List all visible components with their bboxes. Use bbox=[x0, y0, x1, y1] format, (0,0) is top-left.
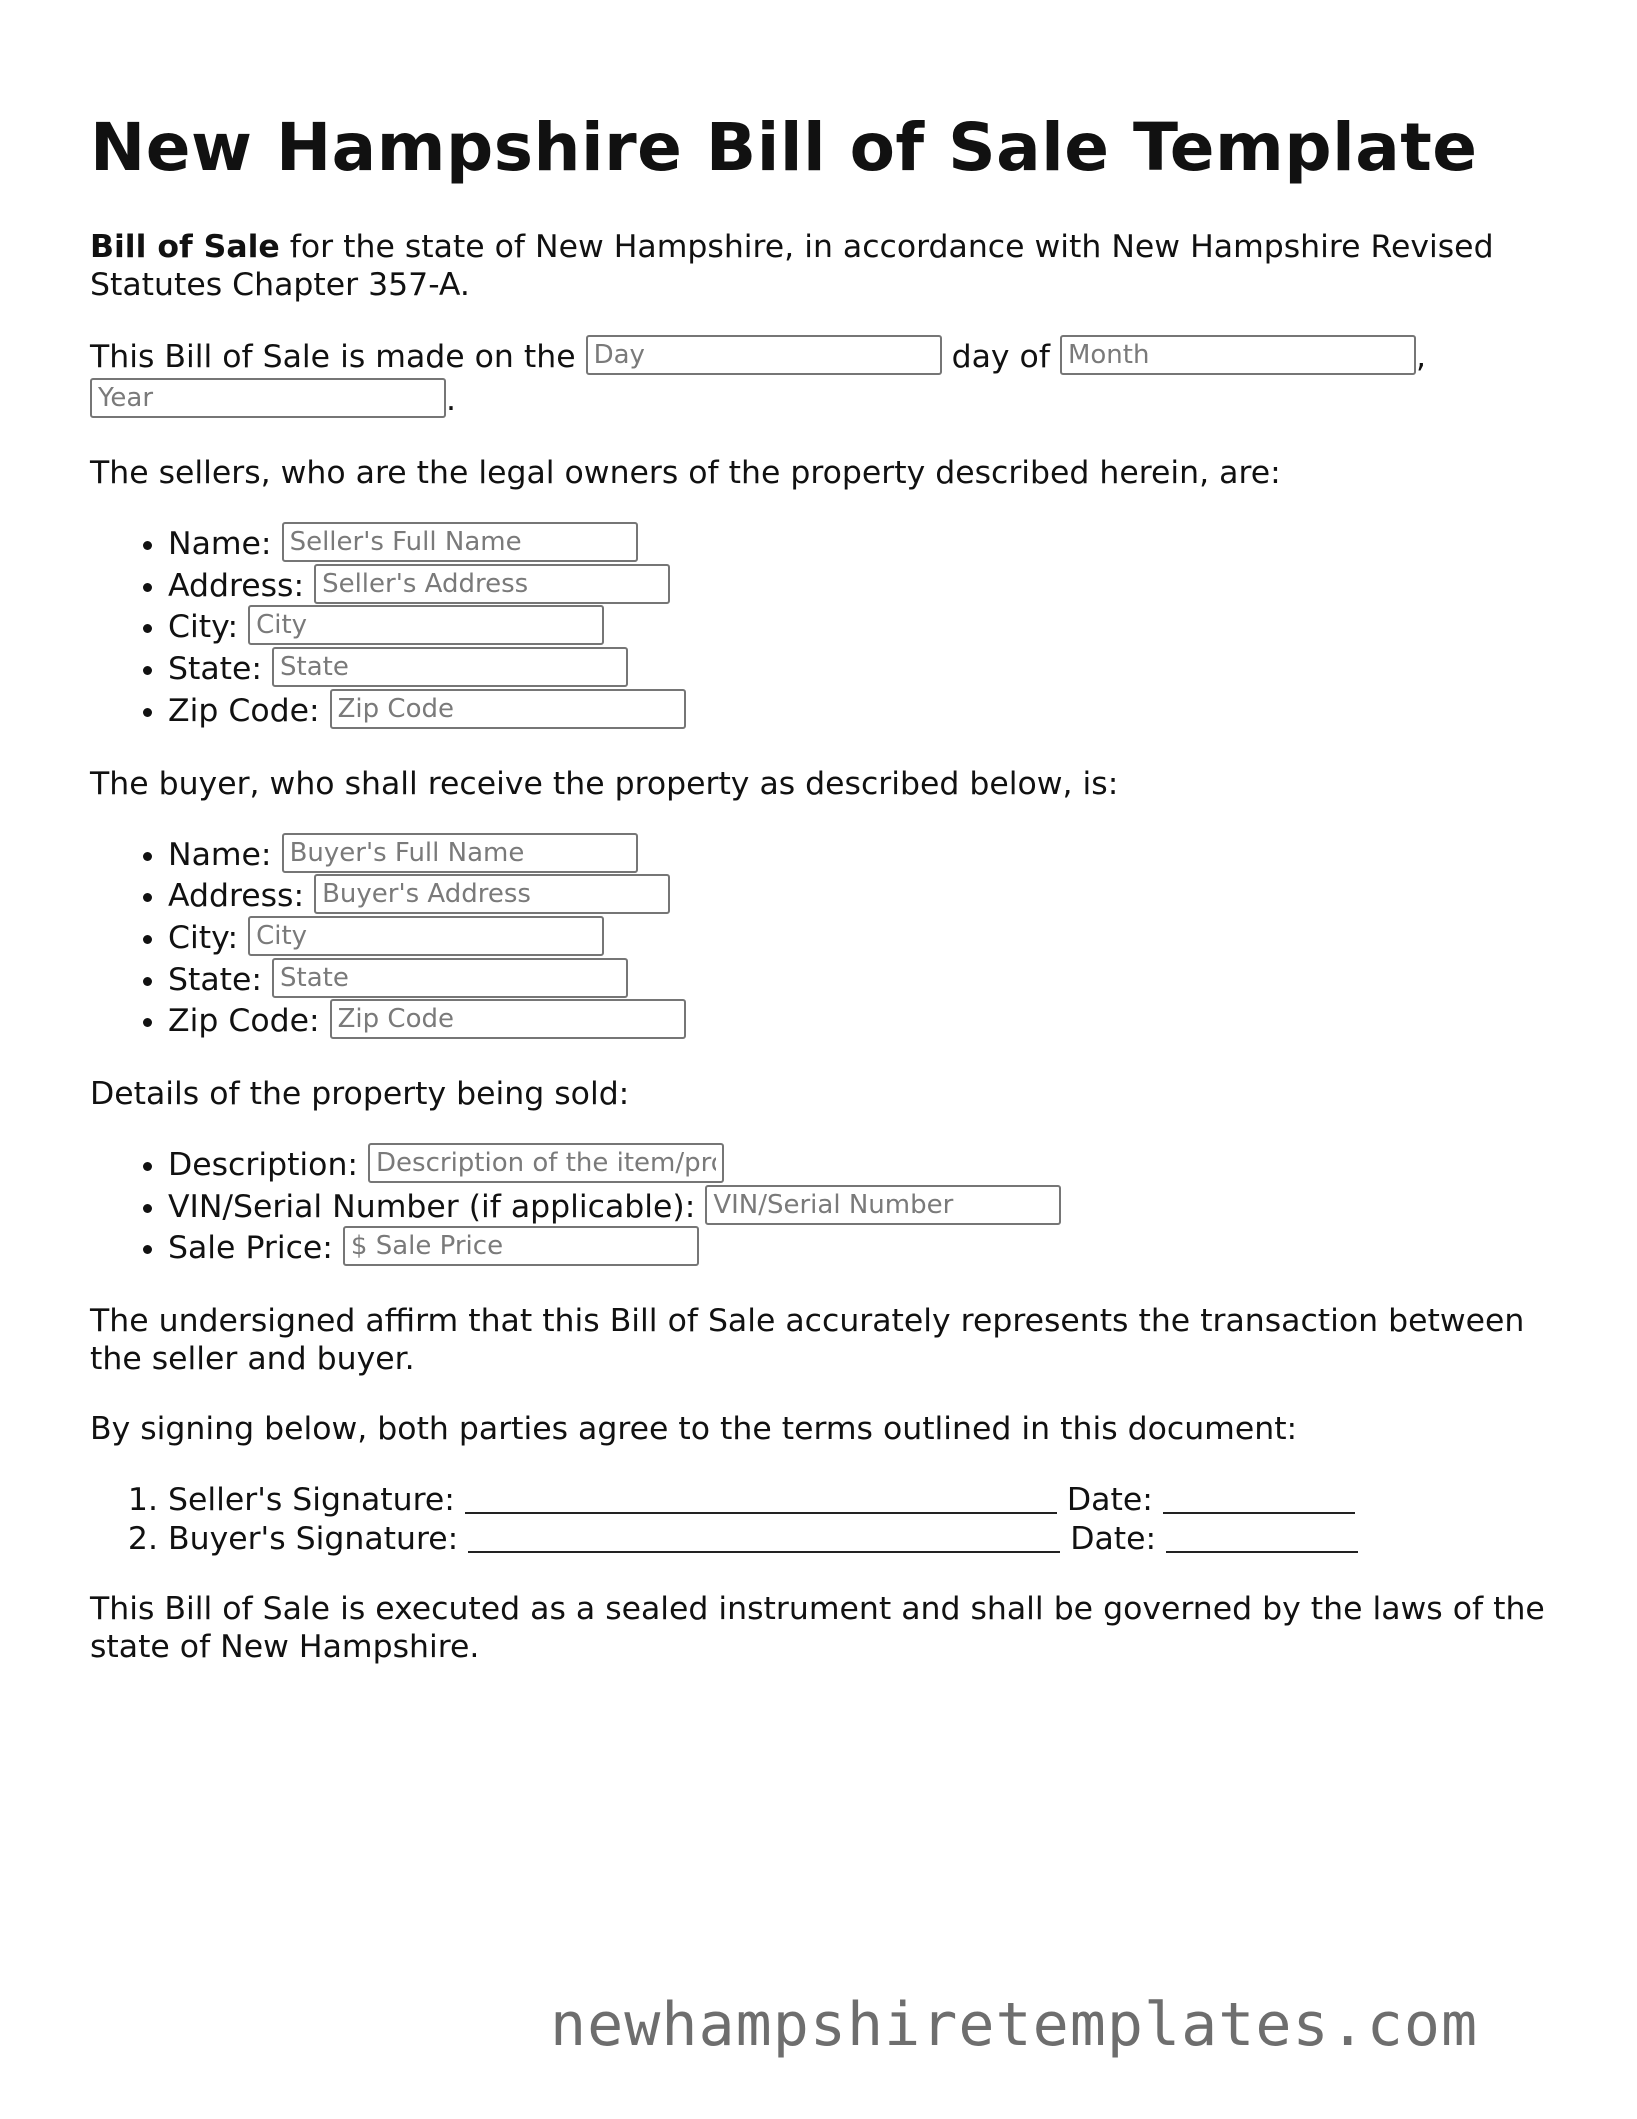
buyer-zip-input[interactable] bbox=[330, 999, 686, 1039]
intro-bold-term: Bill of Sale bbox=[90, 229, 280, 265]
buyer-address-label: Address: bbox=[168, 878, 305, 915]
list-item bbox=[168, 1519, 1560, 1558]
seller-city-input[interactable] bbox=[248, 605, 604, 645]
buyer-zip-label: Zip Code: bbox=[168, 1003, 320, 1040]
seller-zip-label: Zip Code: bbox=[168, 692, 320, 729]
buyer-date-label: Date: bbox=[1070, 1521, 1157, 1558]
list-item bbox=[168, 1001, 1560, 1043]
document-page bbox=[90, 108, 1560, 1698]
property-list bbox=[90, 1145, 1560, 1270]
date-middle: day of bbox=[941, 339, 1060, 375]
buyer-state-label: State: bbox=[168, 961, 262, 998]
buyer-date-line[interactable] bbox=[1166, 1523, 1358, 1553]
buyer-state-input[interactable] bbox=[272, 958, 628, 998]
seller-zip-input[interactable] bbox=[330, 689, 686, 729]
vin-input[interactable] bbox=[705, 1185, 1061, 1225]
seller-signature-label: Seller's Signature: bbox=[168, 1482, 455, 1519]
buyer-intro: The buyer, who shall receive the property as described below, is: bbox=[90, 765, 1119, 802]
buyer-name-input[interactable] bbox=[282, 833, 638, 873]
buyer-address-input[interactable] bbox=[314, 874, 670, 914]
sale-price-label: Sale Price: bbox=[168, 1230, 333, 1267]
date-prefix: This Bill of Sale is made on the bbox=[90, 339, 586, 375]
year-input[interactable] bbox=[90, 378, 446, 418]
description-input[interactable] bbox=[368, 1143, 724, 1183]
seller-city-label: City: bbox=[168, 609, 239, 646]
seller-date-line[interactable] bbox=[1163, 1484, 1355, 1514]
seller-date-label: Date: bbox=[1066, 1482, 1153, 1519]
date-comma: , bbox=[1415, 339, 1426, 375]
date-line bbox=[90, 336, 1560, 422]
list-item bbox=[168, 1480, 1560, 1519]
intro-text: for the state of New Hampshire, in accordance with New Hampshire Revised Statutes Chapter 357-A. bbox=[90, 229, 1494, 303]
affirmation-paragraph: The undersigned affirm that this Bill of Sale accurately represents the transaction between the seller and buyer. bbox=[90, 1303, 1525, 1378]
list-item bbox=[168, 524, 1560, 566]
seller-address-input[interactable] bbox=[314, 564, 670, 604]
list-item bbox=[168, 607, 1560, 649]
seller-address-label: Address: bbox=[168, 567, 305, 604]
watermark: newhampshiretemplates.com bbox=[550, 1990, 1479, 2060]
closing-paragraph: This Bill of Sale is executed as a sealed instrument and shall be governed by the laws of the state of New Hampshire. bbox=[90, 1591, 1545, 1666]
list-item bbox=[168, 835, 1560, 877]
list-item bbox=[168, 876, 1560, 918]
buyer-signature-line[interactable] bbox=[468, 1523, 1060, 1553]
buyer-signature-label: Buyer's Signature: bbox=[168, 1521, 459, 1558]
sellers-intro: The sellers, who are the legal owners of the property described herein, are: bbox=[90, 455, 1281, 491]
list-item bbox=[168, 918, 1560, 960]
signing-intro: By signing below, both parties agree to the terms outlined in this document: bbox=[90, 1411, 1298, 1448]
description-label: Description: bbox=[168, 1147, 359, 1184]
date-period: . bbox=[446, 382, 457, 418]
list-item bbox=[168, 1145, 1560, 1187]
buyer-city-input[interactable] bbox=[248, 916, 604, 956]
list-item bbox=[168, 566, 1560, 608]
list-item bbox=[168, 960, 1560, 1002]
page-title: New Hampshire Bill of Sale Template bbox=[90, 109, 1478, 186]
day-input[interactable] bbox=[586, 335, 942, 375]
buyer-list bbox=[90, 835, 1560, 1044]
list-item bbox=[168, 691, 1560, 733]
buyer-city-label: City: bbox=[168, 919, 239, 956]
seller-state-input[interactable] bbox=[272, 647, 628, 687]
list-item bbox=[168, 1228, 1560, 1270]
property-intro: Details of the property being sold: bbox=[90, 1076, 630, 1113]
list-item bbox=[168, 1187, 1560, 1229]
seller-name-input[interactable] bbox=[282, 522, 638, 562]
month-input[interactable] bbox=[1060, 335, 1416, 375]
list-item bbox=[168, 649, 1560, 691]
seller-signature-line[interactable] bbox=[465, 1484, 1057, 1514]
sale-price-input[interactable] bbox=[343, 1226, 699, 1266]
signature-list bbox=[90, 1480, 1560, 1558]
sellers-list bbox=[90, 524, 1560, 733]
vin-label: VIN/Serial Number (if applicable): bbox=[168, 1188, 696, 1225]
buyer-name-label: Name: bbox=[168, 836, 272, 873]
seller-name-label: Name: bbox=[168, 526, 272, 562]
intro-paragraph bbox=[90, 228, 1560, 304]
seller-state-label: State: bbox=[168, 651, 262, 688]
